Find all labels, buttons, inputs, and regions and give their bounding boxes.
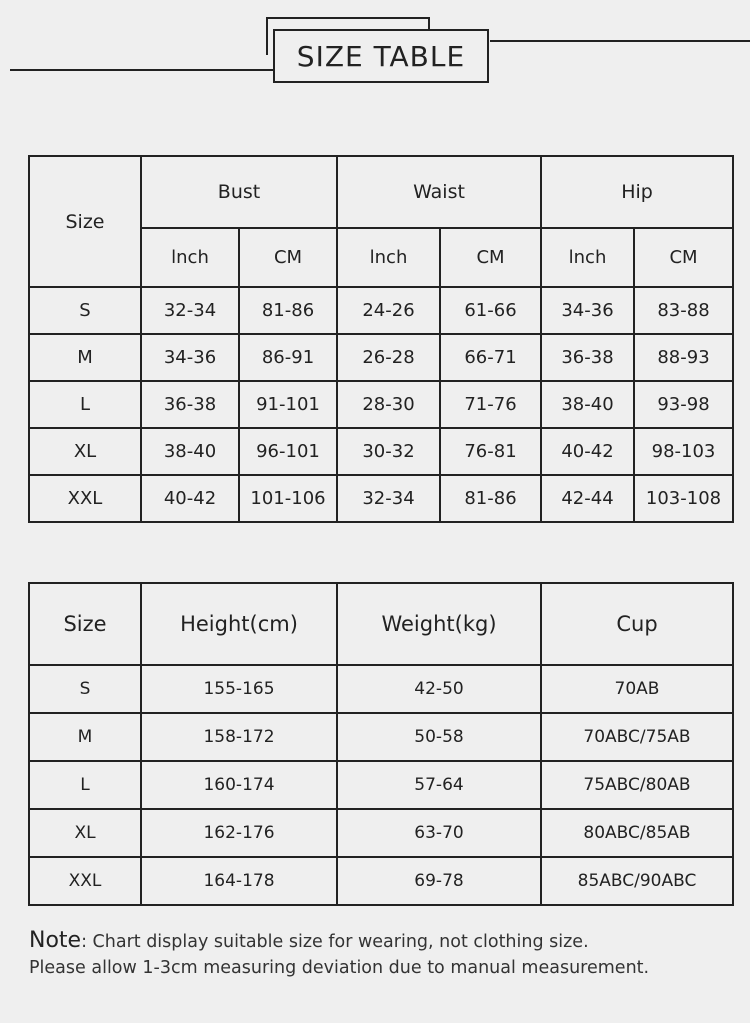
unit-header: CM	[634, 228, 733, 287]
table-cell: 155-165	[141, 665, 337, 713]
unit-header: lnch	[141, 228, 239, 287]
table-cell: 40-42	[141, 475, 239, 522]
table-cell: 75ABC/80AB	[541, 761, 733, 809]
table-cell: 71-76	[440, 381, 541, 428]
bust-header: Bust	[141, 156, 337, 228]
note-line-2: Please allow 1-3cm measuring deviation due to manual measurement.	[29, 958, 650, 978]
title-frame	[273, 29, 489, 83]
table-cell: S	[29, 665, 141, 713]
table-cell: 80ABC/85AB	[541, 809, 733, 857]
table-cell: 98-103	[634, 428, 733, 475]
table-cell: 24-26	[337, 287, 440, 334]
note	[29, 928, 729, 981]
table-cell: 103-108	[634, 475, 733, 522]
table-row	[29, 857, 733, 905]
table-cell: M	[29, 713, 141, 761]
size-header: Size	[29, 583, 141, 665]
table-cell: 81-86	[239, 287, 337, 334]
title-divider-right	[490, 40, 750, 42]
table-cell: 81-86	[440, 475, 541, 522]
note-line-1	[29, 928, 729, 955]
table-cell: 66-71	[440, 334, 541, 381]
table-cell: 34-36	[141, 334, 239, 381]
table-cell: 42-50	[337, 665, 541, 713]
table-row	[29, 809, 733, 857]
table-cell: 50-58	[337, 713, 541, 761]
table-cell: 86-91	[239, 334, 337, 381]
note-text: : Chart display suitable size for wearing, not clothing size.	[81, 932, 589, 952]
table-cell: 57-64	[337, 761, 541, 809]
hip-header: Hip	[541, 156, 733, 228]
waist-header: Waist	[337, 156, 541, 228]
table-cell: 26-28	[337, 334, 440, 381]
table-cell: 30-32	[337, 428, 440, 475]
table-cell: 88-93	[634, 334, 733, 381]
table-cell: XXL	[29, 475, 141, 522]
cup-header: Cup	[541, 583, 733, 665]
table-cell: L	[29, 761, 141, 809]
table-cell: 101-106	[239, 475, 337, 522]
title-banner	[0, 0, 750, 110]
table-cell: 69-78	[337, 857, 541, 905]
table-cell: 32-34	[337, 475, 440, 522]
table-cell: 32-34	[141, 287, 239, 334]
table-row	[29, 713, 733, 761]
table-cell: 36-38	[141, 381, 239, 428]
table-cell: XL	[29, 428, 141, 475]
unit-header: lnch	[337, 228, 440, 287]
table-cell: 160-174	[141, 761, 337, 809]
table-row	[29, 428, 733, 475]
table-cell: 34-36	[541, 287, 634, 334]
table-cell: 76-81	[440, 428, 541, 475]
size-header: Size	[29, 156, 141, 287]
table-cell: 42-44	[541, 475, 634, 522]
table-cell: 63-70	[337, 809, 541, 857]
height-header: Height(cm)	[141, 583, 337, 665]
page-title: SIZE TABLE	[296, 39, 466, 73]
table-cell: 38-40	[541, 381, 634, 428]
table-cell: 28-30	[337, 381, 440, 428]
table-cell: 38-40	[141, 428, 239, 475]
title-divider-left	[10, 69, 275, 71]
table-cell: 93-98	[634, 381, 733, 428]
table-cell: XL	[29, 809, 141, 857]
table-row	[29, 381, 733, 428]
weight-header: Weight(kg)	[337, 583, 541, 665]
table-cell: 70AB	[541, 665, 733, 713]
note-label: Note	[29, 928, 82, 953]
table-cell: 91-101	[239, 381, 337, 428]
table-cell: 61-66	[440, 287, 541, 334]
table-cell: 164-178	[141, 857, 337, 905]
table-row	[29, 334, 733, 381]
table-cell: 40-42	[541, 428, 634, 475]
table-cell: 36-38	[541, 334, 634, 381]
table-cell: 83-88	[634, 287, 733, 334]
table-cell: 96-101	[239, 428, 337, 475]
table-cell: 85ABC/90ABC	[541, 857, 733, 905]
table-row	[29, 475, 733, 522]
table-cell: M	[29, 334, 141, 381]
table-cell: S	[29, 287, 141, 334]
table-cell: 158-172	[141, 713, 337, 761]
unit-header: CM	[440, 228, 541, 287]
unit-header: CM	[239, 228, 337, 287]
table-cell: 162-176	[141, 809, 337, 857]
unit-header: lnch	[541, 228, 634, 287]
body-size-table	[28, 582, 734, 906]
table-row	[29, 287, 733, 334]
table-cell: 70ABC/75AB	[541, 713, 733, 761]
measurement-table	[28, 155, 734, 523]
table-row	[29, 761, 733, 809]
table-cell: XXL	[29, 857, 141, 905]
table-cell: L	[29, 381, 141, 428]
table-row	[29, 665, 733, 713]
